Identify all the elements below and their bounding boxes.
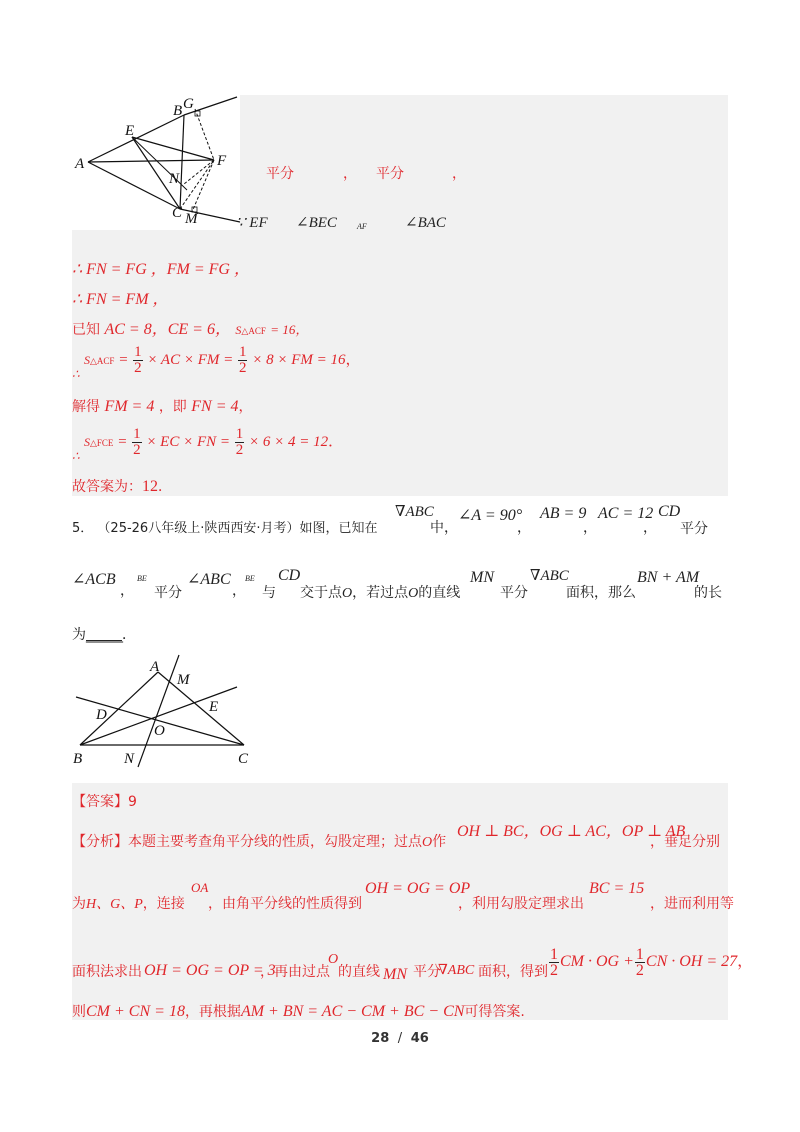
analysis-mn: MN — [383, 966, 407, 983]
intro-comma-2: ， — [452, 166, 466, 182]
ie-label: ，即 — [158, 399, 187, 415]
eq-4: = — [118, 351, 129, 368]
q5-point-o-2: O — [408, 586, 419, 601]
tail-6: ． — [328, 433, 344, 450]
analysis-area-eq — [548, 947, 753, 978]
analysis-t7: ，进而利用等 — [650, 896, 734, 912]
fm-4: FM = 4 — [104, 398, 155, 415]
analysis-line4 — [72, 1001, 525, 1021]
q5-answer-blank[interactable]: ______ — [86, 627, 122, 643]
q5-angle-abc: ∠ABC — [187, 571, 231, 588]
intro-angle-bac: ∠BAC — [405, 215, 446, 231]
analysis-t2: ，垂足分别 — [650, 834, 720, 850]
label-N: N — [169, 171, 180, 187]
analysis-bc15: BC = 15 — [589, 880, 645, 897]
analysis-line3a: 面积法求出 — [72, 964, 142, 980]
q5-tri-abc-2: ∇ABC — [530, 568, 569, 584]
analysis-half-num-b: 1 — [635, 946, 644, 963]
area-sub-acf: △ACF — [241, 326, 266, 336]
label-G: G — [183, 96, 194, 112]
q5-intersect-label: 交于点 — [300, 585, 342, 601]
intro-bisect-2: 平分 — [376, 166, 404, 182]
half-den-6b: 2 — [235, 442, 244, 458]
label-A: A — [75, 156, 85, 172]
q5-source: （25-26八年级上·陕西西安·月考）如图，已知在 — [97, 521, 378, 536]
half-num-6b: 1 — [235, 426, 244, 442]
label-M: M — [185, 211, 198, 227]
q5-comma-2: ， — [583, 520, 597, 536]
step-fn-fg-fm-fg: ∴ FN = FG ，FM = FG ， — [72, 261, 250, 278]
step-solve — [72, 396, 253, 416]
analysis-line1 — [72, 831, 446, 851]
q5-zhong: 中， — [430, 520, 458, 536]
q5-ab: AB = 9 — [540, 505, 587, 522]
label-A2: A — [150, 659, 160, 675]
therefore-4: ∴ — [72, 367, 80, 381]
intro-comma-1: ， — [343, 166, 357, 182]
solve-end: ， — [238, 399, 253, 415]
given-label: 已知 — [72, 322, 100, 338]
page-total: 46 — [410, 1031, 429, 1046]
analysis-t5: ，由角平分线的性质得到 — [208, 896, 362, 912]
analysis-t10: 的直线 — [338, 964, 380, 980]
ac-fm-4: × AC × FM = — [147, 351, 234, 368]
half-num-4a: 1 — [134, 344, 142, 360]
q5-be-1: BE — [137, 574, 147, 583]
area-symbol: S — [235, 323, 242, 337]
q5-number: 5． — [72, 521, 94, 536]
analysis-point-o: O — [422, 835, 433, 850]
final-answer-prev — [72, 476, 172, 496]
analysis-tag: 【分析】 — [72, 834, 128, 850]
q5-comma-5: ， — [232, 583, 246, 599]
half-den-4a: 2 — [134, 360, 142, 376]
q5-period: ． — [122, 627, 136, 643]
analysis-point-o-2: O — [328, 952, 339, 967]
analysis-t15: 可得答案. — [464, 1004, 525, 1020]
analysis-t1: 本题主要考查角平分线的性质，勾股定理；过点 — [128, 834, 422, 850]
half-den-6a: 2 — [133, 442, 141, 458]
eq-6: = — [117, 433, 128, 450]
q5-comma-4: ， — [120, 583, 134, 599]
label-B: B — [173, 103, 183, 119]
analysis-cn-oh: CN · OH = 27 — [645, 953, 738, 971]
analysis-t14: ，再根据 — [184, 1004, 241, 1020]
q5-through-label: ，若过点 — [352, 585, 409, 601]
answer-value-prev: 12 — [142, 478, 158, 495]
q5-intersect — [300, 582, 460, 602]
q5-comma-1: ， — [517, 520, 531, 536]
analysis-am-bn: AM + BN = AC − CM + BC − CN — [240, 1003, 465, 1020]
q5-wei: 为 — [72, 627, 86, 643]
q5-bisect-3: 平分 — [500, 585, 528, 601]
label-B2: B — [73, 751, 83, 767]
q5-mn: MN — [470, 569, 494, 586]
q5-blank-line — [72, 624, 136, 644]
analysis-tri: ∇ABC — [438, 963, 475, 978]
half-num-6a: 1 — [133, 426, 141, 442]
q5-cd-2: CD — [278, 567, 301, 584]
q5-comma-3: ， — [643, 520, 657, 536]
q5-point-o: O — [342, 586, 353, 601]
page-sep: / — [397, 1031, 403, 1046]
half-num-4b: 1 — [238, 344, 247, 360]
step-area-acf — [72, 344, 361, 381]
area-sub-4: △ACF — [90, 355, 115, 366]
given-ac-ce: AC = 8，CE = 6， — [104, 321, 231, 338]
q5-bn-am: BN + AM — [637, 569, 700, 586]
ec-fn-6: × EC × FN = — [146, 433, 231, 450]
q5-cd: CD — [658, 503, 681, 520]
q5-be-2: BE — [245, 574, 255, 583]
analysis-half-num-a: 1 — [550, 946, 558, 963]
label-M2: M — [177, 672, 190, 688]
area-acf-16: = 16， — [270, 322, 309, 337]
area-s-4: S — [84, 352, 90, 367]
answer-label-prev: 故答案为： — [72, 479, 142, 495]
analysis-zuo: 作 — [432, 834, 447, 850]
label-D2: D — [96, 707, 107, 723]
analysis-oa: OA — [191, 880, 209, 895]
analysis-line2 — [72, 893, 185, 913]
answer5 — [72, 791, 137, 811]
analysis-t11: 面积，得到 — [478, 964, 548, 980]
fn-4: FN = 4 — [191, 398, 239, 415]
q5-line-label: 的直线 — [418, 585, 461, 601]
analysis-cm-cn: CM + CN = 18 — [86, 1003, 185, 1020]
analysis-half-den-b: 2 — [635, 962, 644, 979]
label-F: F — [217, 153, 227, 169]
analysis-hgp: H、G、P — [86, 897, 143, 912]
therefore-6: ∴ — [72, 449, 80, 463]
tail-4: ， — [345, 351, 361, 368]
analysis-half-den-a: 2 — [550, 962, 558, 979]
area-s-6: S — [84, 434, 90, 449]
label-E2: E — [209, 699, 219, 715]
analysis-t9: ，再由过点 — [260, 964, 330, 980]
label-N2: N — [124, 751, 135, 767]
label-E: E — [125, 123, 135, 139]
half-den-4b: 2 — [238, 360, 247, 376]
analysis-cm-og: CM · OG + — [560, 953, 634, 971]
answer5-tag: 【答案】 — [72, 794, 128, 810]
step-fn-fm: ∴ FN = FM ， — [72, 291, 169, 308]
q5-ac: AC = 12 — [598, 505, 654, 522]
intro-angle-bec: ∠BEC — [296, 215, 337, 231]
page-number — [0, 1031, 800, 1046]
analysis-pf: 平分 — [413, 964, 441, 980]
intro-af: AF — [357, 222, 367, 231]
q5-bisect-2: 平分 — [154, 585, 182, 601]
step-given — [72, 316, 308, 339]
q5-with: 与 — [262, 585, 276, 601]
q5-bisect-1: 平分 — [680, 521, 708, 537]
analysis-t4: ，连接 — [142, 896, 185, 912]
area-sub-6: △FCE — [90, 437, 114, 448]
page-current: 28 — [371, 1031, 390, 1046]
intro-ef: ∵ EF — [236, 215, 268, 231]
figure-quadrilateral — [72, 95, 240, 230]
six-four-12: × 6 × 4 = 12 — [249, 433, 329, 450]
q5-angle-a: ∠A = 90° — [458, 507, 523, 524]
q5-angle-acb: ∠ACB — [72, 571, 116, 588]
analysis-t6: ，利用勾股定理求出 — [458, 896, 584, 912]
analysis-t3: 为 — [72, 896, 86, 912]
figure-triangle-abc — [72, 653, 262, 768]
analysis-eq3: OH = OG = OP = 3 — [144, 962, 276, 979]
step-area-fce — [72, 426, 344, 463]
label-O2: O — [154, 723, 165, 739]
q5-area: 面积，那么 — [566, 585, 636, 601]
answer5-value: 9 — [128, 794, 137, 810]
solve-label: 解得 — [72, 399, 100, 415]
analysis-perps: OH ⊥ BC，OG ⊥ AC，OP ⊥ AB — [457, 823, 686, 840]
analysis-oh-og-op: OH = OG = OP — [365, 880, 471, 897]
label-C: C — [172, 205, 183, 221]
intro-bisect-1: 平分 — [266, 166, 294, 182]
analysis-t12: ， — [737, 953, 754, 971]
label-C2: C — [238, 751, 249, 767]
eight-fm-16: × 8 × FM = 16 — [252, 351, 346, 368]
answer-end-prev: ． — [158, 479, 172, 495]
q5-length: 的长 — [694, 585, 722, 601]
q5-tri-abc: ∇ABC — [395, 504, 434, 520]
q5-line1 — [72, 517, 377, 536]
analysis-t13: 则 — [72, 1004, 86, 1020]
